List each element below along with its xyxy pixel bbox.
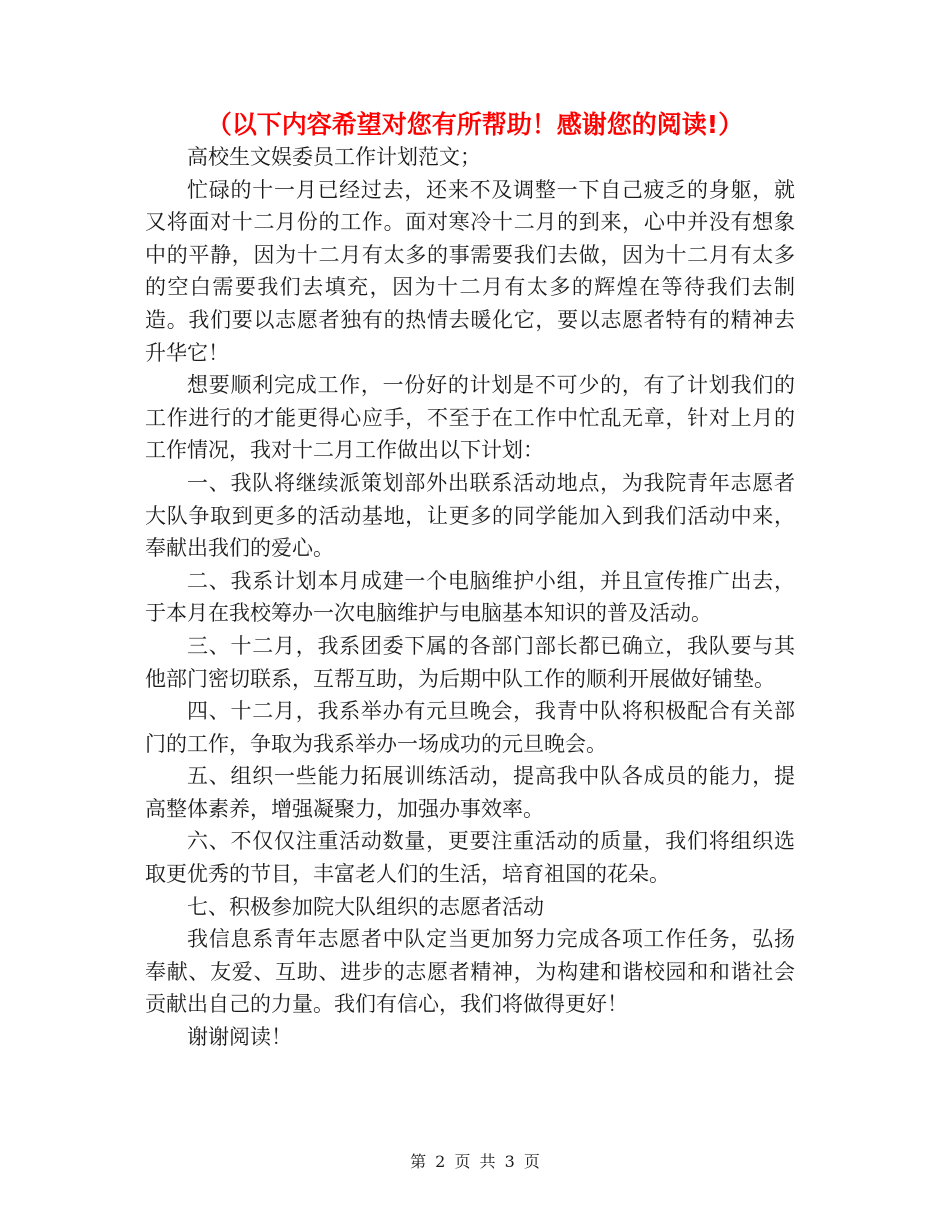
plan-item-2: 二、我系计划本月成建一个电脑维护小组，并且宣传推广出去，于本月在我校筹办一次电脑维护与电脑基本知识的普及活动。 bbox=[145, 568, 795, 626]
paragraph-intro: 忙碌的十一月已经过去，还来不及调整一下自己疲乏的身躯，就又将面对十二月份的工作。面对寒冷十二月的到来，心中并没有想象中的平静，因为十二月有太多的事需要我们去做，因为十二月有太多的空白需要我们去填充，因为十二月有太多的辉煌在等待我们去制造。我们要以志愿者独有的热情去暖化它，要以志愿者特有的精神去升华它！ bbox=[145, 177, 795, 365]
plan-item-3: 三、十二月，我系团委下属的各部门部长都已确立，我队要与其他部门密切联系，互帮互助，为后期中队工作的顺利开展做好铺垫。 bbox=[145, 633, 795, 691]
reading-notice: （以下内容希望对您有所帮助！感谢您的阅读!） bbox=[206, 110, 744, 139]
page-number: 第 2 页 共 3 页 bbox=[410, 1152, 540, 1171]
plan-item-5: 五、组织一些能力拓展训练活动，提高我中队各成员的能力，提高整体素养，增强凝聚力，加强办事效率。 bbox=[145, 764, 795, 821]
plan-item-6: 六、不仅仅注重活动数量，更要注重活动的质量，我们将组织选取更优秀的节目，丰富老人们的生活，培育祖国的花朵。 bbox=[145, 829, 795, 887]
plan-item-1: 一、我队将继续派策划部外出联系活动地点，为我院青年志愿者大队争取到更多的活动基地，让更多的同学能加入到我们活动中来，奉献出我们的爱心。 bbox=[145, 470, 795, 561]
plan-item-7: 七、积极参加院大队组织的志愿者活动 bbox=[187, 894, 544, 919]
document-title-line: 高校生文娱委员工作计划范文； bbox=[187, 145, 481, 169]
document-body bbox=[145, 141, 795, 1054]
plan-item-4: 四、十二月，我系举办有元旦晚会，我青中队将积极配合有关部门的工作，争取为我系举办一场成功的元旦晚会。 bbox=[145, 699, 795, 756]
paragraph-thanks: 谢谢阅读！ bbox=[187, 1025, 292, 1050]
paragraph-plan-intro: 想要顺利完成工作，一份好的计划是不可少的，有了计划我们的工作进行的才能更得心应手，不至于在工作中忙乱无章，针对上月的工作情况，我对十二月工作做出以下计划： bbox=[145, 373, 795, 463]
paragraph-conclusion: 我信息系青年志愿者中队定当更加努力完成各项工作任务，弘扬奉献、友爱、互助、进步的志愿者精神，为构建和谐校园和和谐社会贡献出自己的力量。我们有信心，我们将做得更好！ bbox=[145, 927, 795, 1017]
